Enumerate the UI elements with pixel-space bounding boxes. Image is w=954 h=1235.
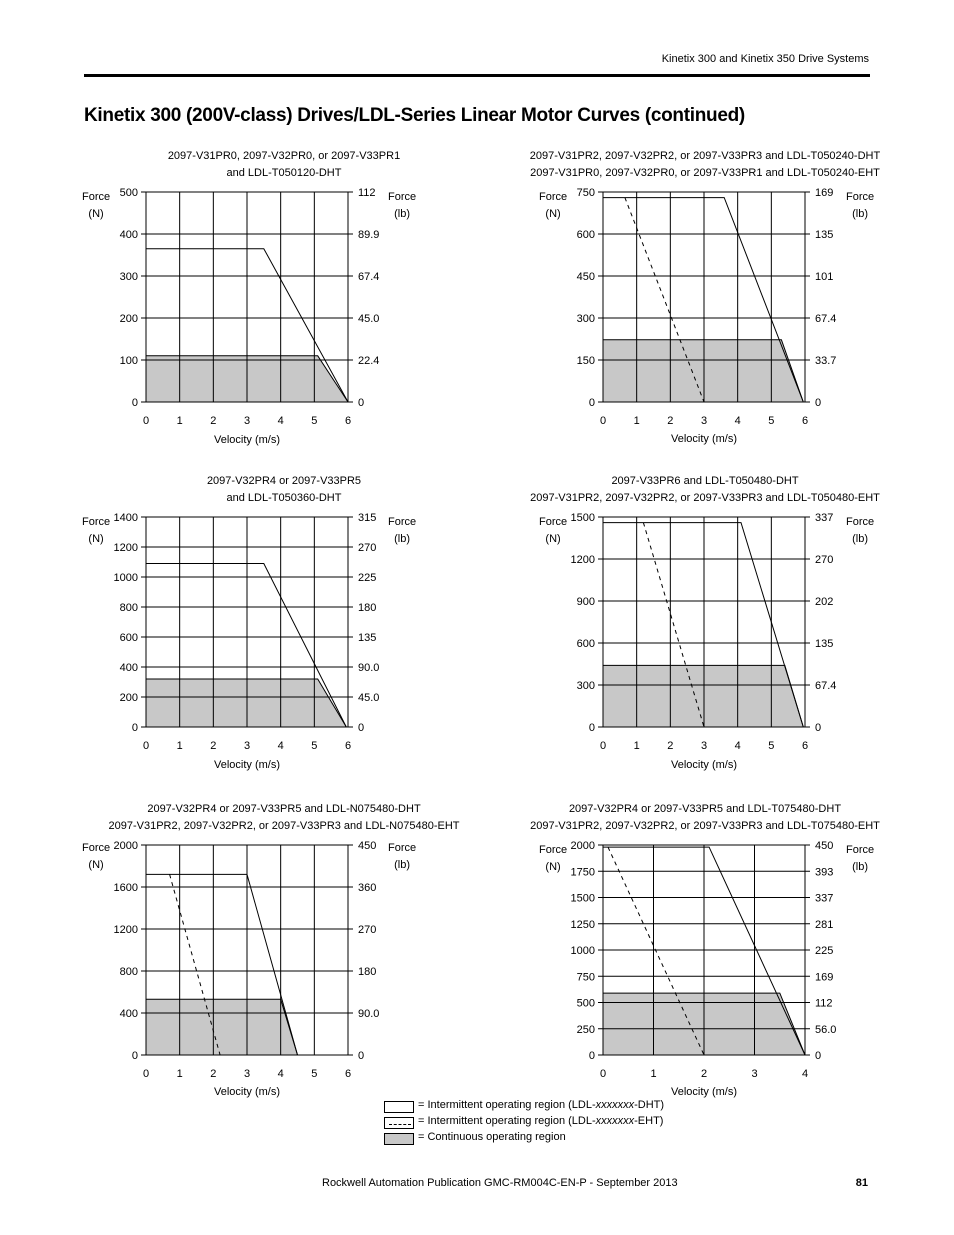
left-tick-label: 500 — [119, 187, 138, 199]
left-axis-label-line-1: Force — [82, 516, 111, 528]
right-axis-label-line-1: Force — [388, 842, 417, 854]
right-axis-label-line-2: (lb) — [852, 533, 868, 545]
left-tick-label: 400 — [119, 1008, 138, 1020]
right-tick-label: 0 — [815, 397, 822, 409]
right-tick-label: 67.4 — [358, 271, 380, 283]
running-header: Kinetix 300 and Kinetix 350 Drive Systems — [661, 53, 869, 65]
legend-text-suffix: -EHT) — [634, 1115, 664, 1127]
x-tick-label: 3 — [243, 740, 251, 752]
x-tick-label: 6 — [801, 740, 809, 752]
chart-title-line-2: 2097-V31PR2, 2097-V32PR2, or 2097-V33PR3 and LDL-N075480-EHT — [108, 820, 460, 832]
right-tick-label: 45.0 — [358, 313, 380, 325]
right-tick-label: 0 — [358, 1050, 365, 1062]
left-axis-label-line-2: (N) — [88, 859, 104, 871]
right-tick-label: 180 — [358, 602, 377, 614]
legend-swatch-dashed — [384, 1117, 414, 1129]
x-tick-label: 0 — [599, 1068, 607, 1080]
right-tick-label: 67.4 — [815, 313, 837, 325]
x-axis-label: Velocity (m/s) — [214, 1086, 281, 1098]
x-axis-label: Velocity (m/s) — [671, 759, 738, 771]
legend-text-prefix: = Continuous operating region — [418, 1131, 566, 1143]
left-tick-label: 1200 — [113, 542, 138, 554]
x-tick-label: 3 — [751, 1068, 758, 1080]
right-tick-label: 169 — [815, 971, 834, 984]
x-tick-label: 3 — [700, 740, 708, 752]
left-tick-label: 750 — [576, 187, 595, 199]
x-tick-label: 4 — [277, 740, 284, 752]
left-tick-label: 900 — [576, 596, 595, 608]
right-axis-label-line-2: (lb) — [394, 208, 410, 220]
x-tick-label: 1 — [176, 740, 183, 752]
x-tick-label: 1 — [176, 1068, 183, 1080]
chart-force-velocity-2 — [529, 148, 931, 448]
x-tick-label: 0 — [142, 1068, 150, 1080]
right-tick-label: 0 — [815, 722, 822, 734]
continuous-region — [146, 679, 346, 727]
right-tick-label: 135 — [815, 638, 834, 650]
left-tick-label: 150 — [576, 355, 595, 367]
right-tick-label: 112 — [815, 997, 833, 1010]
x-tick-label: 0 — [599, 740, 607, 752]
left-tick-label: 750 — [576, 971, 595, 984]
right-tick-label: 393 — [815, 866, 834, 879]
x-tick-label: 1 — [633, 415, 640, 427]
right-axis-label-line-1: Force — [846, 191, 875, 203]
right-tick-label: 135 — [815, 229, 834, 241]
header-rule — [84, 74, 870, 77]
left-tick-label: 0 — [588, 397, 595, 409]
right-axis-label-line-2: (lb) — [394, 859, 410, 871]
x-tick-label: 4 — [734, 415, 741, 427]
left-axis-label-line-1: Force — [539, 844, 568, 856]
right-tick-label: 337 — [815, 892, 834, 905]
left-tick-label: 1000 — [113, 572, 138, 584]
chart-plot — [541, 801, 931, 1101]
x-tick-label: 6 — [801, 415, 809, 427]
left-tick-label: 0 — [131, 722, 138, 734]
right-tick-label: 270 — [815, 554, 834, 566]
chart-force-velocity-5 — [84, 801, 474, 1101]
legend-text — [418, 1131, 566, 1143]
x-axis-label: Velocity (m/s) — [671, 1086, 738, 1098]
x-tick-label: 5 — [311, 1068, 318, 1080]
right-tick-label: 0 — [815, 1050, 822, 1062]
chart-title-line-1: 2097-V32PR4 or 2097-V33PR5 and LDL-N075480-DHT — [147, 803, 421, 815]
x-tick-label: 4 — [801, 1068, 809, 1080]
right-tick-label: 56.0 — [815, 1023, 837, 1036]
right-axis-label-line-1: Force — [846, 516, 875, 528]
right-tick-label: 180 — [358, 966, 377, 978]
x-axis-label: Velocity (m/s) — [214, 434, 281, 446]
chart-title-line-2: 2097-V31PR0, 2097-V32PR0, or 2097-V33PR1 and LDL-T050240-EHT — [530, 167, 880, 179]
chart-force-velocity-6 — [530, 801, 931, 1101]
x-tick-label: 3 — [700, 415, 708, 427]
continuous-region — [603, 665, 803, 727]
right-axis-label-line-1: Force — [846, 844, 875, 856]
right-tick-label: 0 — [358, 722, 365, 734]
right-tick-label: 270 — [358, 924, 377, 936]
continuous-region — [146, 999, 298, 1055]
left-axis-label-line-2: (N) — [545, 533, 561, 545]
chart-title-line-2: and LDL-T050120-DHT — [226, 167, 342, 179]
left-axis-label-line-2: (N) — [545, 208, 561, 220]
x-tick-label: 0 — [599, 415, 607, 427]
x-tick-label: 2 — [210, 415, 217, 427]
x-tick-label: 6 — [344, 415, 352, 427]
right-tick-label: 315 — [358, 512, 377, 524]
right-tick-label: 202 — [815, 596, 834, 608]
left-tick-label: 1200 — [570, 554, 595, 566]
left-tick-label: 2000 — [570, 840, 595, 852]
x-tick-label: 2 — [667, 415, 674, 427]
chart-plot — [541, 473, 931, 773]
right-tick-label: 450 — [358, 840, 377, 852]
page-number: 81 — [855, 1177, 868, 1189]
left-tick-label: 500 — [576, 997, 595, 1010]
legend-swatch-filled — [384, 1133, 414, 1145]
left-tick-label: 600 — [576, 229, 595, 241]
chart-force-velocity-1 — [84, 148, 474, 448]
x-tick-label: 1 — [650, 1068, 657, 1080]
left-tick-label: 1400 — [113, 512, 138, 524]
left-axis-label-line-1: Force — [82, 191, 111, 203]
right-axis-label-line-2: (lb) — [394, 533, 410, 545]
x-tick-label: 5 — [768, 740, 775, 752]
x-tick-label: 3 — [243, 1068, 251, 1080]
left-axis-label-line-1: Force — [539, 516, 568, 528]
x-tick-label: 5 — [311, 415, 318, 427]
right-tick-label: 360 — [358, 882, 377, 894]
right-tick-label: 89.9 — [358, 229, 380, 241]
chart-title-line-1: 2097-V33PR6 and LDL-T050480-DHT — [611, 475, 799, 487]
continuous-region — [603, 340, 803, 402]
left-tick-label: 100 — [119, 355, 138, 367]
left-tick-label: 300 — [119, 271, 138, 283]
chart-title-line-2: and LDL-T050360-DHT — [226, 492, 342, 504]
left-tick-label: 0 — [131, 1050, 138, 1062]
left-tick-label: 300 — [576, 680, 595, 692]
x-tick-label: 5 — [311, 740, 318, 752]
left-tick-label: 250 — [576, 1023, 595, 1036]
page-title: Kinetix 300 (200V-class) Drives/LDL-Series Linear Motor Curves (continued) — [84, 105, 745, 126]
left-tick-label: 2000 — [113, 840, 138, 852]
left-tick-label: 1750 — [570, 866, 595, 879]
chart-plot — [84, 148, 474, 448]
left-tick-label: 0 — [131, 397, 138, 409]
left-tick-label: 1250 — [570, 918, 595, 931]
right-tick-label: 281 — [815, 918, 834, 931]
right-tick-label: 450 — [815, 840, 834, 852]
footer-publication: Rockwell Automation Publication GMC-RM004C-EN-P - September 2013 — [322, 1177, 678, 1189]
right-axis-label-line-1: Force — [388, 191, 417, 203]
x-tick-label: 3 — [243, 415, 251, 427]
left-tick-label: 600 — [119, 632, 138, 644]
left-tick-label: 450 — [576, 271, 595, 283]
left-axis-label-line-1: Force — [539, 191, 568, 203]
left-tick-label: 800 — [119, 602, 138, 614]
left-axis-label-line-1: Force — [82, 842, 111, 854]
left-tick-label: 400 — [119, 229, 138, 241]
left-tick-label: 1200 — [113, 924, 138, 936]
x-tick-label: 6 — [344, 1068, 352, 1080]
chart-plot — [84, 473, 474, 773]
right-tick-label: 45.0 — [358, 692, 380, 704]
x-tick-label: 2 — [210, 1068, 217, 1080]
right-tick-label: 169 — [815, 187, 834, 199]
right-tick-label: 112 — [358, 187, 376, 199]
left-axis-label-line-2: (N) — [88, 208, 104, 220]
x-tick-label: 5 — [768, 415, 775, 427]
chart-title-line-2: 2097-V31PR2, 2097-V32PR2, or 2097-V33PR3 and LDL-T050480-EHT — [530, 492, 880, 504]
chart-plot — [84, 801, 474, 1101]
x-tick-label: 2 — [700, 1068, 708, 1080]
x-tick-label: 1 — [633, 740, 640, 752]
legend-text — [418, 1115, 663, 1127]
right-tick-label: 33.7 — [815, 355, 837, 367]
x-tick-label: 4 — [734, 740, 741, 752]
chart-title-line-1: 2097-V32PR4 or 2097-V33PR5 and LDL-T075480-DHT — [568, 803, 842, 815]
right-tick-label: 90.0 — [358, 662, 380, 674]
chart-plot — [541, 148, 931, 448]
x-axis-label: Velocity (m/s) — [671, 433, 738, 445]
left-tick-label: 800 — [119, 966, 138, 978]
left-tick-label: 600 — [576, 638, 595, 650]
right-tick-label: 225 — [358, 572, 377, 584]
right-tick-label: 90.0 — [358, 1008, 380, 1020]
x-tick-label: 0 — [142, 415, 150, 427]
right-tick-label: 337 — [815, 512, 834, 524]
left-tick-label: 200 — [119, 692, 138, 704]
right-axis-label-line-2: (lb) — [852, 861, 868, 873]
x-tick-label: 2 — [667, 740, 674, 752]
legend-text-suffix: -DHT) — [634, 1099, 665, 1111]
right-tick-label: 67.4 — [815, 680, 837, 692]
left-tick-label: 200 — [119, 313, 138, 325]
x-tick-label: 2 — [210, 740, 217, 752]
legend-text — [418, 1099, 664, 1111]
left-tick-label: 0 — [588, 1050, 595, 1062]
chart-title-line-1: 2097-V32PR4 or 2097-V33PR5 — [206, 475, 362, 487]
legend-text-italic: xxxxxxx — [595, 1115, 635, 1127]
right-tick-label: 101 — [815, 271, 834, 283]
x-tick-label: 4 — [277, 415, 284, 427]
left-tick-label: 300 — [576, 313, 595, 325]
chart-force-velocity-3 — [84, 473, 474, 773]
left-tick-label: 1000 — [570, 945, 595, 957]
x-tick-label: 4 — [277, 1068, 284, 1080]
left-axis-label-line-2: (N) — [545, 861, 561, 873]
right-axis-label-line-2: (lb) — [852, 208, 868, 220]
legend-text-prefix: = Intermittent operating region (LDL- — [418, 1115, 596, 1127]
chart-title-line-1: 2097-V31PR0, 2097-V32PR0, or 2097-V33PR1 — [167, 150, 401, 162]
left-axis-label-line-2: (N) — [88, 533, 104, 545]
x-tick-label: 1 — [176, 415, 183, 427]
right-tick-label: 225 — [815, 945, 834, 957]
right-tick-label: 270 — [358, 542, 377, 554]
legend-text-italic: xxxxxxx — [595, 1099, 635, 1111]
chart-force-velocity-4 — [530, 473, 931, 773]
chart-title-line-1: 2097-V31PR2, 2097-V32PR2, or 2097-V33PR3 and LDL-T050240-DHT — [529, 150, 881, 162]
left-tick-label: 0 — [588, 722, 595, 734]
left-tick-label: 1600 — [113, 882, 138, 894]
legend-swatch-solid — [384, 1101, 414, 1113]
left-tick-label: 400 — [119, 662, 138, 674]
right-axis-label-line-1: Force — [388, 516, 417, 528]
x-axis-label: Velocity (m/s) — [214, 759, 281, 771]
left-tick-label: 1500 — [570, 512, 595, 524]
right-tick-label: 22.4 — [358, 355, 380, 367]
right-tick-label: 135 — [358, 632, 377, 644]
legend-text-prefix: = Intermittent operating region (LDL- — [418, 1099, 596, 1111]
chart-title-line-2: 2097-V31PR2, 2097-V32PR2, or 2097-V33PR3 and LDL-T075480-EHT — [530, 820, 880, 832]
x-tick-label: 6 — [344, 740, 352, 752]
right-tick-label: 0 — [358, 397, 365, 409]
x-tick-label: 0 — [142, 740, 150, 752]
left-tick-label: 1500 — [570, 892, 595, 905]
